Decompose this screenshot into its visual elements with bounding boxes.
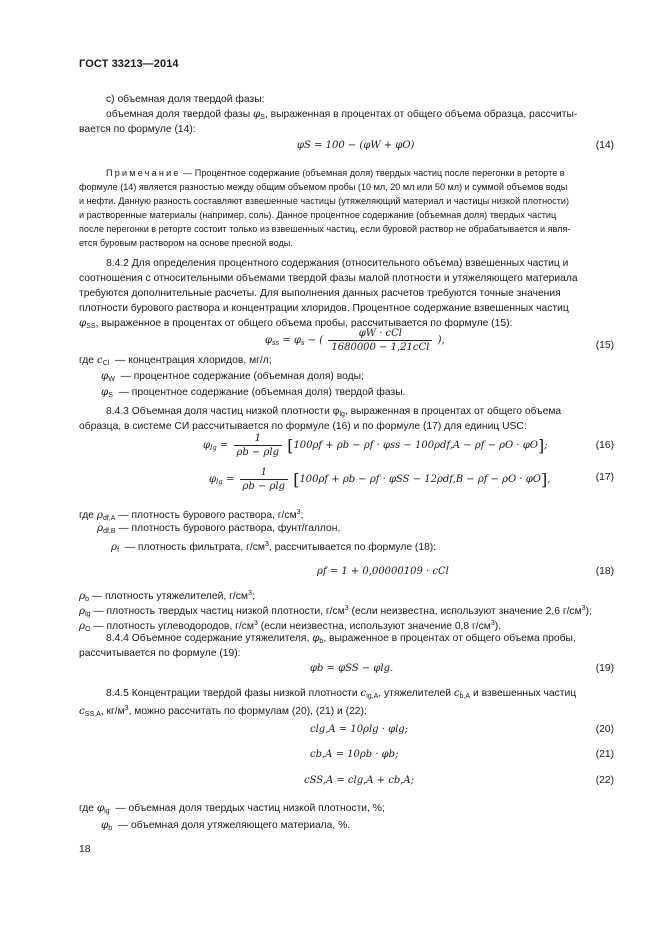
formula-19: φb = φSS − φlg. xyxy=(310,663,394,674)
where-rho-o: $\rho_O$ — плотность углеводородов, $г/см^3$ (если неизвестна, используют значение 0,8 $г/см^3$). xyxy=(79,620,502,633)
section-844-line-2: рассчитывается по формуле (19): xyxy=(79,648,241,659)
paragraph-c-label: с) объемная доля твердой фазы: xyxy=(106,94,265,105)
section-844-line-1: 8.4.4 Объемное содержание утяжелителя, $\varphi_b$, выраженное в процентах от общего объема пробы, xyxy=(106,632,576,645)
where-rho-dfa: где $\rho_{df,A}$ — плотность бурового раствора, $г/см^3$; xyxy=(79,509,304,522)
note-line-3: и нефти. Данную разность составляют взвешенные частицы (утяжеляющий материал и частицы низкой плотности) xyxy=(79,196,569,206)
note-line-5: после перегонки в реторте состоит только из взвешенных частиц, если буровой раствор не обрабатывается и явля- xyxy=(79,224,571,234)
where-phi-w: $\varphi_W$ — процентное содержание (объемная доля) воды; xyxy=(101,370,364,383)
where-ccl: где $c_{Cl}$ — концентрация хлоридов, мг/л; xyxy=(79,354,272,367)
formula-number-14: (14) xyxy=(595,140,614,151)
formula-21: cb,A = 10ρb · φb; xyxy=(310,749,399,760)
formula-22: cSS,A = clg,A + cb,A; xyxy=(304,775,415,786)
section-842-line-2: соотношения с относительными объемами твердой фазы малой плотности и утяжеляющего материала xyxy=(79,273,578,284)
where-phi-b: $\varphi_b$ — объемная доля утяжеляющего материала, %. xyxy=(101,819,351,832)
section-845-line-1: 8.4.5 Концентрации твердой фазы низкой плотности $c_{lg,A}$, утяжелителей $c_{b,A}$ и взвешенных частиц xyxy=(106,687,577,700)
formula-14: φS = 100 − (φW + φO) xyxy=(297,140,415,151)
formula-20: clg,A = 10ρlg · φlg; xyxy=(310,724,409,735)
formula-number-21: (21) xyxy=(595,749,614,760)
note-line-4: и растворенные материалы (например, соль). Данное процентное содержание (объемная доля) твердых частиц xyxy=(79,210,557,220)
formula-number-22: (22) xyxy=(595,775,614,786)
formula-number-19: (19) xyxy=(595,663,614,674)
note-line-6: ется буровым раствором на основе пресной воды. xyxy=(79,238,293,248)
where-phi-lg: где $\varphi_{lg}$ — объемная доля твердых частиц низкой плотности, %; xyxy=(79,802,385,815)
section-845-line-2: $c_{SS,A}$, $кг/м^3$, можно рассчитать по формулам (20), (21) и (22): xyxy=(79,705,367,718)
section-842-line-3: требуются дополнительные расчеты. Для выполнения данных расчетов требуются точные значения xyxy=(79,288,561,299)
formula-number-17: (17) xyxy=(595,472,614,483)
formula-18: ρf = 1 + 0,00000109 · cCl xyxy=(317,566,449,577)
section-842-line-1: 8.4.2 Для определения процентного содержания (относительного объема) взвешенных частиц и xyxy=(106,258,569,269)
note-line-1: Примечание — Процентное содержание (объемная доля) твердых частиц после перегонки в реторте в xyxy=(106,168,565,178)
formula-16: $\varphi_{lg}$ = $\frac{1}{\rho b - \rho\lg}$ [100ρf + ρb − ρf · φss − 100ρdf,A − ρf − ρO · φO]; xyxy=(203,433,548,458)
section-843-line-1: 8.4.3 Объемная доля частиц низкой плотности $\varphi_{lg}$, выраженная в процентах от общего объема xyxy=(106,406,562,418)
where-rho-lg: $\rho_{lg}$ — плотность твердых частиц низкой плотности, $г/см^3$ (если неизвестна, используют значение 2,6 $г/см^3$); xyxy=(79,605,592,618)
paragraph-c-text-cont: вается по формуле (14): xyxy=(79,124,196,135)
formula-15: $\varphi_{ss} = \varphi_s$ − ( $\frac{\text{φW · cCl}}{\text{1680000 − 1,21cCl}}$ ), xyxy=(265,328,445,353)
page-number: 18 xyxy=(79,844,91,855)
section-842-line-5: $\varphi_{SS}$, выраженное в процентах от общего объема пробы, рассчитывается по формуле (15): xyxy=(79,317,513,330)
section-842-line-4: плотности бурового раствора и концентрации хлоридов. Процентное содержание взвешенных частиц xyxy=(79,303,569,314)
formula-17: $\varphi_{lg}$ = $\frac{1}{\rho b - \rho\lg}$ [100ρf + ρb − ρf · φSS − 12ρdf,B − ρf − ρO · φO], xyxy=(209,467,551,492)
page-header-title: ГОСТ 33213—2014 xyxy=(79,58,179,70)
section-843-line-2: образца, в системе СИ рассчитывается по формуле (16) и по формуле (17) для единиц USC: xyxy=(79,421,527,432)
note-line-2: формуле (14) является разностью между общим объемом пробы (10 мл, 20 мл или 50 мл) и суммой объемов воды xyxy=(79,182,568,192)
where-phi-s: $\varphi_S$ — процентное содержание (объемная доля) твердой фазы. xyxy=(101,386,406,399)
formula-number-18: (18) xyxy=(595,566,614,577)
where-rho-f: $\rho_f$ — плотность фильтрата, $г/см^3$, рассчитывается по формуле (18): xyxy=(111,541,437,554)
where-rho-b: $\rho_b$ — плотность утяжелителей, $г/см^3$; xyxy=(79,590,255,603)
where-rho-dfb: $\rho_{df,B}$ — плотность бурового раствора, фунт/галлон, xyxy=(97,522,341,535)
formula-number-15: (15) xyxy=(595,340,614,351)
formula-number-16: (16) xyxy=(595,440,614,451)
formula-number-20: (20) xyxy=(595,724,614,735)
paragraph-c-text: объемная доля твердой фазы $\varphi_S$, выраженная в процентах от общего объема образца, рассчиты- xyxy=(106,108,578,121)
